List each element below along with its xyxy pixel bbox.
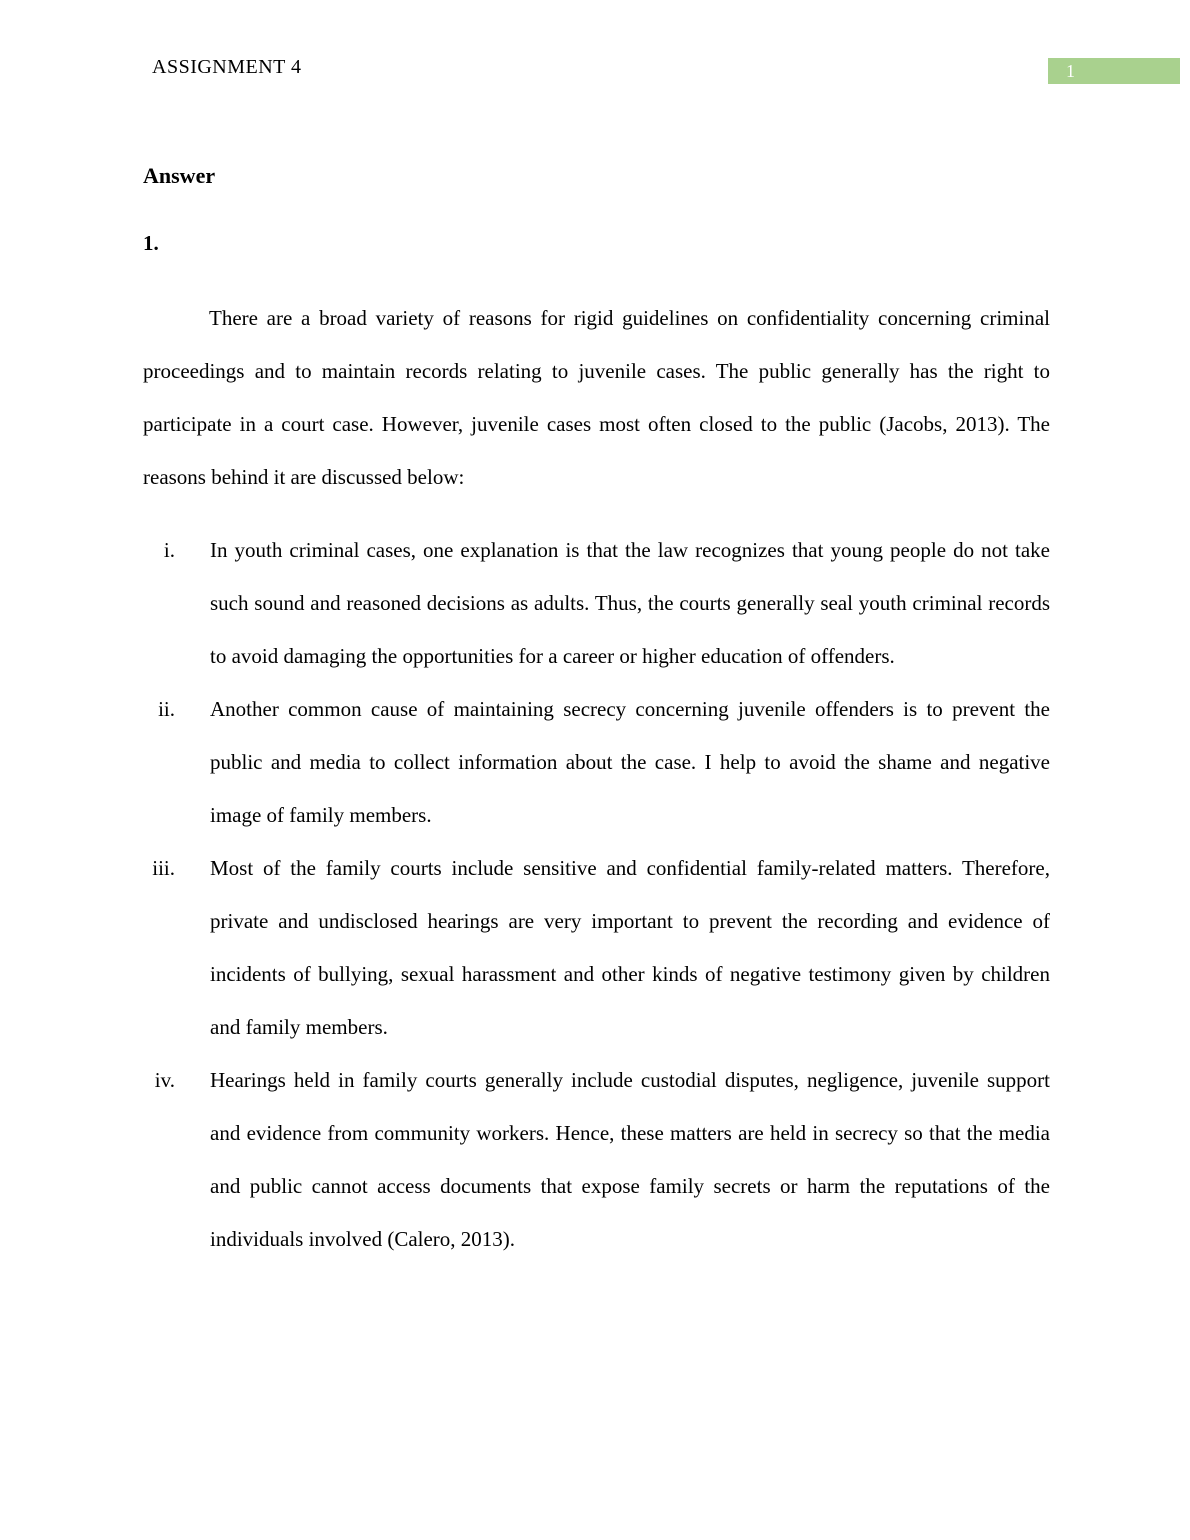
answer-heading: Answer [143,163,216,188]
reasons-list [143,524,1050,1266]
list-item [143,683,1050,842]
list-item [143,524,1050,683]
page-number: 1 [1066,61,1075,81]
list-marker: iii. [152,856,175,880]
list-item [143,1054,1050,1266]
page-header [152,56,1180,86]
list-item-text: Hearings held in family courts generally include custodial disputes, negligence, juvenile support and evidence from community workers. Hence, these matters are held in secrecy so that the media and public cannot access documents that expose family secrets or harm the reputations of the individuals involved (Calero, 2013). [210,1068,1050,1251]
list-marker: iv. [154,1068,175,1092]
list-marker: i. [163,538,175,562]
list-item-text: Most of the family courts include sensitive and confidential family-related matters. Therefore, private and undisclosed hearings are very important to prevent the recording and evidence of incidents of bullying, sexual harassment and other kinds of negative testimony given by children and family members. [210,856,1050,1039]
intro-paragraph: There are a broad variety of reasons for rigid guidelines on confidentiality concerning criminal proceedings and to maintain records relating to juvenile cases. The public generally has the right to participate in a court case. However, juvenile cases most often closed to the public (Jacobs, 2013). The reasons behind it are discussed below: [143,306,1050,489]
running-head: ASSIGNMENT 4 [152,56,302,78]
list-item-text: Another common cause of maintaining secrecy concerning juvenile offenders is to prevent the public and media to collect information about the case. I help to avoid the shame and negative image of family members. [210,697,1050,827]
list-marker: ii. [158,697,175,721]
list-item-text: In youth criminal cases, one explanation is that the law recognizes that young people do not take such sound and reasoned decisions as adults. Thus, the courts generally seal youth criminal records to avoid damaging the opportunities for a career or higher education of offenders. [210,538,1050,668]
question-number: 1. [143,231,159,255]
document-body [143,163,1050,1266]
page-number-badge [1048,58,1180,84]
list-item [143,842,1050,1054]
